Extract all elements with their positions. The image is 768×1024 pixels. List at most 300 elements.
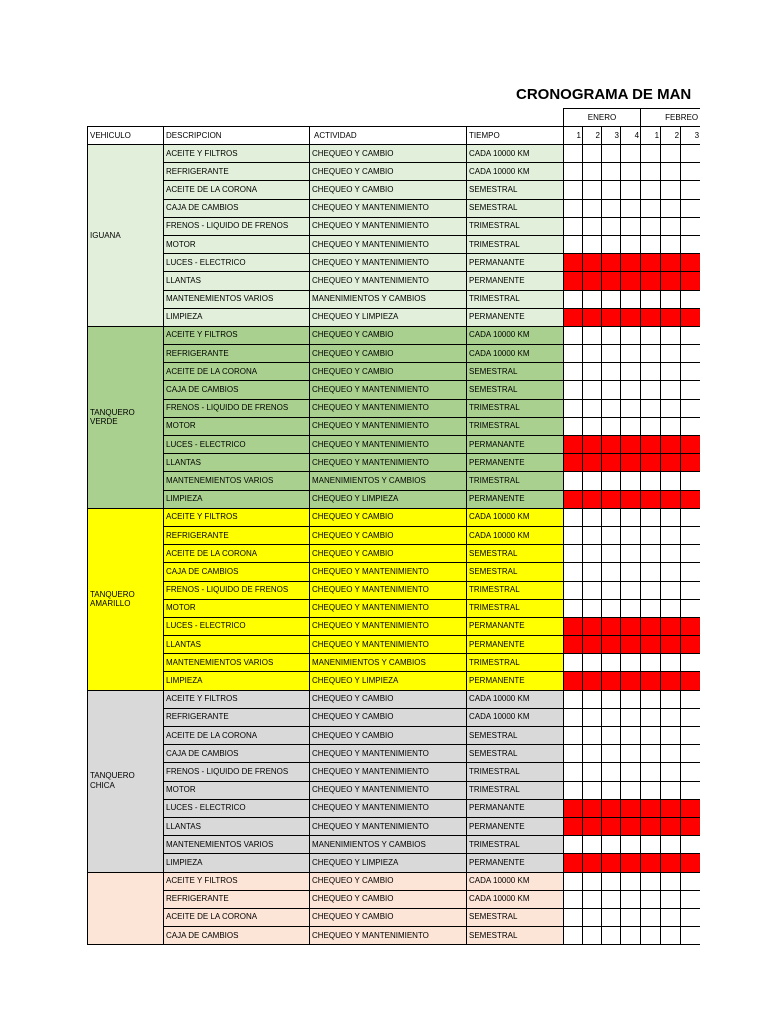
week-cell[interactable]	[602, 345, 621, 363]
week-cell[interactable]	[681, 217, 701, 235]
week-cell[interactable]	[602, 217, 621, 235]
description-cell[interactable]: CAJA DE CAMBIOS	[164, 199, 310, 217]
week-cell[interactable]	[661, 836, 681, 854]
description-cell[interactable]: CAJA DE CAMBIOS	[164, 745, 310, 763]
week-cell[interactable]	[661, 345, 681, 363]
week-cell[interactable]	[661, 636, 681, 654]
week-cell[interactable]	[583, 454, 602, 472]
week-cell[interactable]	[641, 708, 661, 726]
week-cell[interactable]	[583, 199, 602, 217]
week-cell[interactable]	[621, 254, 641, 272]
week-cell[interactable]	[641, 290, 661, 308]
description-cell[interactable]: ACEITE DE LA CORONA	[164, 908, 310, 926]
week-cell[interactable]	[661, 672, 681, 690]
description-cell[interactable]: MANTENEMIENTOS VARIOS	[164, 472, 310, 490]
week-cell[interactable]	[621, 581, 641, 599]
week-cell[interactable]	[681, 363, 701, 381]
time-cell[interactable]: CADA 10000 KM	[467, 872, 564, 890]
week-cell[interactable]	[602, 563, 621, 581]
description-cell[interactable]: MANTENEMIENTOS VARIOS	[164, 290, 310, 308]
week-cell[interactable]	[583, 872, 602, 890]
week-cell[interactable]	[621, 727, 641, 745]
week-cell[interactable]	[564, 381, 583, 399]
week-cell[interactable]	[641, 181, 661, 199]
week-cell[interactable]	[681, 581, 701, 599]
activity-cell[interactable]: CHEQUEO Y LIMPIEZA	[310, 672, 467, 690]
week-cell[interactable]	[583, 690, 602, 708]
week-cell[interactable]	[681, 545, 701, 563]
week-cell[interactable]	[681, 654, 701, 672]
week-cell[interactable]	[621, 399, 641, 417]
activity-cell[interactable]: CHEQUEO Y LIMPIEZA	[310, 490, 467, 508]
week-cell[interactable]	[583, 399, 602, 417]
description-cell[interactable]: ACEITE Y FILTROS	[164, 145, 310, 163]
week-cell[interactable]	[583, 254, 602, 272]
week-cell[interactable]	[621, 526, 641, 544]
activity-cell[interactable]: CHEQUEO Y MANTENIMIENTO	[310, 927, 467, 945]
week-cell[interactable]	[583, 326, 602, 344]
activity-cell[interactable]: MANENIMIENTOS Y CAMBIOS	[310, 472, 467, 490]
week-cell[interactable]	[621, 545, 641, 563]
activity-cell[interactable]: CHEQUEO Y MANTENIMIENTO	[310, 581, 467, 599]
time-cell[interactable]: PERMANANTE	[467, 436, 564, 454]
time-cell[interactable]: PERMANENTE	[467, 454, 564, 472]
week-cell[interactable]	[602, 799, 621, 817]
week-cell[interactable]	[661, 436, 681, 454]
week-cell[interactable]	[564, 599, 583, 617]
description-cell[interactable]: ACEITE Y FILTROS	[164, 326, 310, 344]
description-cell[interactable]: LUCES - ELECTRICO	[164, 617, 310, 635]
week-cell[interactable]	[583, 217, 602, 235]
week-cell[interactable]	[621, 636, 641, 654]
week-cell[interactable]	[641, 235, 661, 253]
week-cell[interactable]	[564, 799, 583, 817]
week-cell[interactable]	[661, 363, 681, 381]
week-cell[interactable]	[681, 727, 701, 745]
week-cell[interactable]	[621, 508, 641, 526]
time-cell[interactable]: CADA 10000 KM	[467, 326, 564, 344]
activity-cell[interactable]: CHEQUEO Y MANTENIMIENTO	[310, 799, 467, 817]
activity-cell[interactable]: CHEQUEO Y MANTENIMIENTO	[310, 599, 467, 617]
week-cell[interactable]	[681, 799, 701, 817]
week-cell[interactable]	[681, 672, 701, 690]
week-cell[interactable]	[564, 908, 583, 926]
week-cell[interactable]	[681, 199, 701, 217]
week-cell[interactable]	[641, 508, 661, 526]
week-cell[interactable]	[621, 490, 641, 508]
description-cell[interactable]: MOTOR	[164, 417, 310, 435]
week-cell[interactable]	[564, 581, 583, 599]
description-cell[interactable]: LUCES - ELECTRICO	[164, 254, 310, 272]
activity-cell[interactable]: CHEQUEO Y MANTENIMIENTO	[310, 617, 467, 635]
week-cell[interactable]	[641, 836, 661, 854]
time-cell[interactable]: TRIMESTRAL	[467, 581, 564, 599]
time-cell[interactable]: CADA 10000 KM	[467, 508, 564, 526]
week-cell[interactable]	[583, 417, 602, 435]
activity-cell[interactable]: MANENIMIENTOS Y CAMBIOS	[310, 654, 467, 672]
week-cell[interactable]	[583, 581, 602, 599]
week-cell[interactable]	[641, 927, 661, 945]
week-cell[interactable]	[583, 890, 602, 908]
week-cell[interactable]	[602, 363, 621, 381]
description-cell[interactable]: ACEITE DE LA CORONA	[164, 545, 310, 563]
week-cell[interactable]	[641, 781, 661, 799]
week-cell[interactable]	[583, 490, 602, 508]
week-cell[interactable]	[661, 490, 681, 508]
week-cell[interactable]	[681, 890, 701, 908]
week-cell[interactable]	[661, 308, 681, 326]
week-cell[interactable]	[583, 163, 602, 181]
week-cell[interactable]	[621, 217, 641, 235]
week-cell[interactable]	[661, 508, 681, 526]
week-cell[interactable]	[641, 636, 661, 654]
week-cell[interactable]	[641, 399, 661, 417]
week-cell[interactable]	[583, 708, 602, 726]
week-cell[interactable]	[602, 272, 621, 290]
activity-cell[interactable]: CHEQUEO Y MANTENIMIENTO	[310, 417, 467, 435]
week-cell[interactable]	[602, 927, 621, 945]
week-cell[interactable]	[641, 799, 661, 817]
week-cell[interactable]	[564, 617, 583, 635]
week-cell[interactable]	[641, 217, 661, 235]
week-cell[interactable]	[641, 254, 661, 272]
week-cell[interactable]	[641, 727, 661, 745]
description-cell[interactable]: LIMPIEZA	[164, 490, 310, 508]
description-cell[interactable]: LIMPIEZA	[164, 854, 310, 872]
week-cell[interactable]	[641, 872, 661, 890]
week-cell[interactable]	[621, 672, 641, 690]
time-cell[interactable]: SEMESTRAL	[467, 563, 564, 581]
week-cell[interactable]	[621, 908, 641, 926]
week-cell[interactable]	[641, 363, 661, 381]
week-cell[interactable]	[602, 690, 621, 708]
week-cell[interactable]	[564, 399, 583, 417]
week-cell[interactable]	[641, 817, 661, 835]
time-cell[interactable]: TRIMESTRAL	[467, 836, 564, 854]
week-cell[interactable]	[602, 708, 621, 726]
week-cell[interactable]	[681, 636, 701, 654]
week-cell[interactable]	[661, 545, 681, 563]
week-cell[interactable]	[641, 326, 661, 344]
time-cell[interactable]: PERMANENTE	[467, 636, 564, 654]
week-cell[interactable]	[583, 781, 602, 799]
description-cell[interactable]: LUCES - ELECTRICO	[164, 799, 310, 817]
week-cell[interactable]	[641, 472, 661, 490]
week-cell[interactable]	[621, 163, 641, 181]
description-cell[interactable]: LIMPIEZA	[164, 308, 310, 326]
time-cell[interactable]: PERMANANTE	[467, 617, 564, 635]
week-cell[interactable]	[583, 363, 602, 381]
week-cell[interactable]	[641, 654, 661, 672]
description-cell[interactable]: REFRIGERANTE	[164, 163, 310, 181]
week-cell[interactable]	[621, 326, 641, 344]
time-cell[interactable]: PERMANENTE	[467, 854, 564, 872]
week-cell[interactable]	[681, 345, 701, 363]
time-cell[interactable]: PERMANANTE	[467, 254, 564, 272]
time-cell[interactable]: TRIMESTRAL	[467, 399, 564, 417]
week-cell[interactable]	[602, 181, 621, 199]
week-cell[interactable]	[564, 181, 583, 199]
week-cell[interactable]	[602, 254, 621, 272]
week-cell[interactable]	[641, 454, 661, 472]
week-cell[interactable]	[564, 363, 583, 381]
week-cell[interactable]	[621, 781, 641, 799]
week-cell[interactable]	[583, 290, 602, 308]
week-cell[interactable]	[564, 672, 583, 690]
week-cell[interactable]	[602, 599, 621, 617]
week-cell[interactable]	[564, 872, 583, 890]
time-cell[interactable]: SEMESTRAL	[467, 181, 564, 199]
time-cell[interactable]: SEMESTRAL	[467, 927, 564, 945]
week-cell[interactable]	[602, 727, 621, 745]
week-cell[interactable]	[681, 417, 701, 435]
week-cell[interactable]	[621, 927, 641, 945]
week-cell[interactable]	[681, 181, 701, 199]
week-cell[interactable]	[681, 436, 701, 454]
week-cell[interactable]	[641, 617, 661, 635]
week-cell[interactable]	[661, 235, 681, 253]
week-cell[interactable]	[564, 690, 583, 708]
week-cell[interactable]	[661, 781, 681, 799]
week-cell[interactable]	[602, 890, 621, 908]
week-cell[interactable]	[621, 763, 641, 781]
description-cell[interactable]: MANTENEMIENTOS VARIOS	[164, 654, 310, 672]
week-cell[interactable]	[641, 563, 661, 581]
time-cell[interactable]: SEMESTRAL	[467, 727, 564, 745]
week-cell[interactable]	[583, 854, 602, 872]
activity-cell[interactable]: CHEQUEO Y MANTENIMIENTO	[310, 235, 467, 253]
week-cell[interactable]	[621, 436, 641, 454]
week-cell[interactable]	[602, 399, 621, 417]
week-cell[interactable]	[602, 308, 621, 326]
week-cell[interactable]	[681, 454, 701, 472]
week-cell[interactable]	[681, 690, 701, 708]
week-cell[interactable]	[583, 181, 602, 199]
description-cell[interactable]: LIMPIEZA	[164, 672, 310, 690]
activity-cell[interactable]: CHEQUEO Y CAMBIO	[310, 345, 467, 363]
week-cell[interactable]	[641, 854, 661, 872]
time-cell[interactable]: PERMANANTE	[467, 799, 564, 817]
week-cell[interactable]	[661, 381, 681, 399]
description-cell[interactable]: MOTOR	[164, 235, 310, 253]
week-cell[interactable]	[641, 199, 661, 217]
week-cell[interactable]	[621, 145, 641, 163]
week-cell[interactable]	[564, 417, 583, 435]
week-cell[interactable]	[564, 890, 583, 908]
week-cell[interactable]	[583, 927, 602, 945]
week-cell[interactable]	[621, 363, 641, 381]
week-cell[interactable]	[583, 272, 602, 290]
week-cell[interactable]	[583, 436, 602, 454]
week-cell[interactable]	[621, 890, 641, 908]
description-cell[interactable]: ACEITE Y FILTROS	[164, 508, 310, 526]
activity-cell[interactable]: CHEQUEO Y CAMBIO	[310, 145, 467, 163]
week-cell[interactable]	[564, 763, 583, 781]
description-cell[interactable]: MOTOR	[164, 781, 310, 799]
week-cell[interactable]	[564, 927, 583, 945]
week-cell[interactable]	[621, 308, 641, 326]
week-cell[interactable]	[564, 854, 583, 872]
week-cell[interactable]	[602, 763, 621, 781]
week-cell[interactable]	[583, 654, 602, 672]
activity-cell[interactable]: CHEQUEO Y CAMBIO	[310, 508, 467, 526]
week-cell[interactable]	[602, 326, 621, 344]
week-cell[interactable]	[681, 617, 701, 635]
week-cell[interactable]	[641, 908, 661, 926]
time-cell[interactable]: CADA 10000 KM	[467, 526, 564, 544]
time-cell[interactable]: TRIMESTRAL	[467, 763, 564, 781]
activity-cell[interactable]: CHEQUEO Y CAMBIO	[310, 326, 467, 344]
time-cell[interactable]: TRIMESTRAL	[467, 781, 564, 799]
week-cell[interactable]	[602, 163, 621, 181]
week-cell[interactable]	[602, 199, 621, 217]
time-cell[interactable]: SEMESTRAL	[467, 545, 564, 563]
week-cell[interactable]	[602, 490, 621, 508]
week-cell[interactable]	[681, 254, 701, 272]
week-cell[interactable]	[621, 708, 641, 726]
week-cell[interactable]	[681, 817, 701, 835]
week-cell[interactable]	[564, 545, 583, 563]
week-cell[interactable]	[681, 272, 701, 290]
description-cell[interactable]: ACEITE Y FILTROS	[164, 690, 310, 708]
week-cell[interactable]	[681, 781, 701, 799]
activity-cell[interactable]: CHEQUEO Y MANTENIMIENTO	[310, 199, 467, 217]
week-cell[interactable]	[621, 290, 641, 308]
week-cell[interactable]	[602, 817, 621, 835]
week-cell[interactable]	[661, 617, 681, 635]
week-cell[interactable]	[641, 745, 661, 763]
week-cell[interactable]	[621, 472, 641, 490]
week-cell[interactable]	[661, 708, 681, 726]
week-cell[interactable]	[661, 727, 681, 745]
week-cell[interactable]	[681, 381, 701, 399]
description-cell[interactable]: LLANTAS	[164, 817, 310, 835]
week-cell[interactable]	[661, 908, 681, 926]
week-cell[interactable]	[661, 763, 681, 781]
week-cell[interactable]	[621, 272, 641, 290]
week-cell[interactable]	[564, 836, 583, 854]
week-cell[interactable]	[661, 526, 681, 544]
week-cell[interactable]	[641, 545, 661, 563]
time-cell[interactable]: CADA 10000 KM	[467, 163, 564, 181]
activity-cell[interactable]: MANENIMIENTOS Y CAMBIOS	[310, 290, 467, 308]
week-cell[interactable]	[621, 181, 641, 199]
time-cell[interactable]: PERMANENTE	[467, 817, 564, 835]
week-cell[interactable]	[661, 563, 681, 581]
week-cell[interactable]	[681, 326, 701, 344]
week-cell[interactable]	[661, 217, 681, 235]
week-cell[interactable]	[681, 872, 701, 890]
week-cell[interactable]	[564, 254, 583, 272]
week-cell[interactable]	[583, 617, 602, 635]
week-cell[interactable]	[621, 872, 641, 890]
description-cell[interactable]: ACEITE DE LA CORONA	[164, 181, 310, 199]
week-cell[interactable]	[564, 454, 583, 472]
week-cell[interactable]	[621, 690, 641, 708]
week-cell[interactable]	[602, 290, 621, 308]
week-cell[interactable]	[641, 308, 661, 326]
week-cell[interactable]	[564, 145, 583, 163]
description-cell[interactable]: MANTENEMIENTOS VARIOS	[164, 836, 310, 854]
week-cell[interactable]	[661, 872, 681, 890]
activity-cell[interactable]: CHEQUEO Y MANTENIMIENTO	[310, 763, 467, 781]
week-cell[interactable]	[661, 181, 681, 199]
week-cell[interactable]	[583, 745, 602, 763]
week-cell[interactable]	[641, 599, 661, 617]
week-cell[interactable]	[641, 417, 661, 435]
week-cell[interactable]	[621, 345, 641, 363]
activity-cell[interactable]: CHEQUEO Y CAMBIO	[310, 690, 467, 708]
time-cell[interactable]: TRIMESTRAL	[467, 472, 564, 490]
activity-cell[interactable]: CHEQUEO Y MANTENIMIENTO	[310, 254, 467, 272]
description-cell[interactable]: ACEITE DE LA CORONA	[164, 727, 310, 745]
week-cell[interactable]	[661, 199, 681, 217]
week-cell[interactable]	[583, 563, 602, 581]
time-cell[interactable]: PERMANENTE	[467, 490, 564, 508]
activity-cell[interactable]: CHEQUEO Y MANTENIMIENTO	[310, 217, 467, 235]
activity-cell[interactable]: CHEQUEO Y MANTENIMIENTO	[310, 272, 467, 290]
time-cell[interactable]: TRIMESTRAL	[467, 290, 564, 308]
week-cell[interactable]	[661, 854, 681, 872]
description-cell[interactable]: LLANTAS	[164, 636, 310, 654]
week-cell[interactable]	[583, 526, 602, 544]
time-cell[interactable]: PERMANENTE	[467, 308, 564, 326]
description-cell[interactable]: FRENOS - LIQUIDO DE FRENOS	[164, 217, 310, 235]
week-cell[interactable]	[583, 381, 602, 399]
time-cell[interactable]: CADA 10000 KM	[467, 708, 564, 726]
time-cell[interactable]: TRIMESTRAL	[467, 417, 564, 435]
week-cell[interactable]	[681, 145, 701, 163]
activity-cell[interactable]: CHEQUEO Y CAMBIO	[310, 545, 467, 563]
week-cell[interactable]	[641, 436, 661, 454]
week-cell[interactable]	[621, 563, 641, 581]
week-cell[interactable]	[621, 381, 641, 399]
description-cell[interactable]: ACEITE Y FILTROS	[164, 872, 310, 890]
week-cell[interactable]	[583, 308, 602, 326]
week-cell[interactable]	[564, 708, 583, 726]
week-cell[interactable]	[564, 636, 583, 654]
activity-cell[interactable]: CHEQUEO Y CAMBIO	[310, 872, 467, 890]
week-cell[interactable]	[661, 145, 681, 163]
time-cell[interactable]: CADA 10000 KM	[467, 890, 564, 908]
week-cell[interactable]	[681, 490, 701, 508]
week-cell[interactable]	[641, 526, 661, 544]
week-cell[interactable]	[661, 254, 681, 272]
week-cell[interactable]	[641, 581, 661, 599]
description-cell[interactable]: REFRIGERANTE	[164, 708, 310, 726]
week-cell[interactable]	[681, 308, 701, 326]
week-cell[interactable]	[564, 235, 583, 253]
time-cell[interactable]: PERMANENTE	[467, 272, 564, 290]
week-cell[interactable]	[641, 690, 661, 708]
week-cell[interactable]	[681, 854, 701, 872]
week-cell[interactable]	[621, 836, 641, 854]
week-cell[interactable]	[681, 399, 701, 417]
activity-cell[interactable]: CHEQUEO Y MANTENIMIENTO	[310, 399, 467, 417]
week-cell[interactable]	[681, 290, 701, 308]
week-cell[interactable]	[564, 727, 583, 745]
week-cell[interactable]	[681, 563, 701, 581]
week-cell[interactable]	[641, 763, 661, 781]
activity-cell[interactable]: CHEQUEO Y MANTENIMIENTO	[310, 781, 467, 799]
time-cell[interactable]: SEMESTRAL	[467, 908, 564, 926]
week-cell[interactable]	[661, 417, 681, 435]
week-cell[interactable]	[564, 163, 583, 181]
week-cell[interactable]	[661, 272, 681, 290]
week-cell[interactable]	[621, 817, 641, 835]
description-cell[interactable]: MOTOR	[164, 599, 310, 617]
activity-cell[interactable]: CHEQUEO Y MANTENIMIENTO	[310, 817, 467, 835]
